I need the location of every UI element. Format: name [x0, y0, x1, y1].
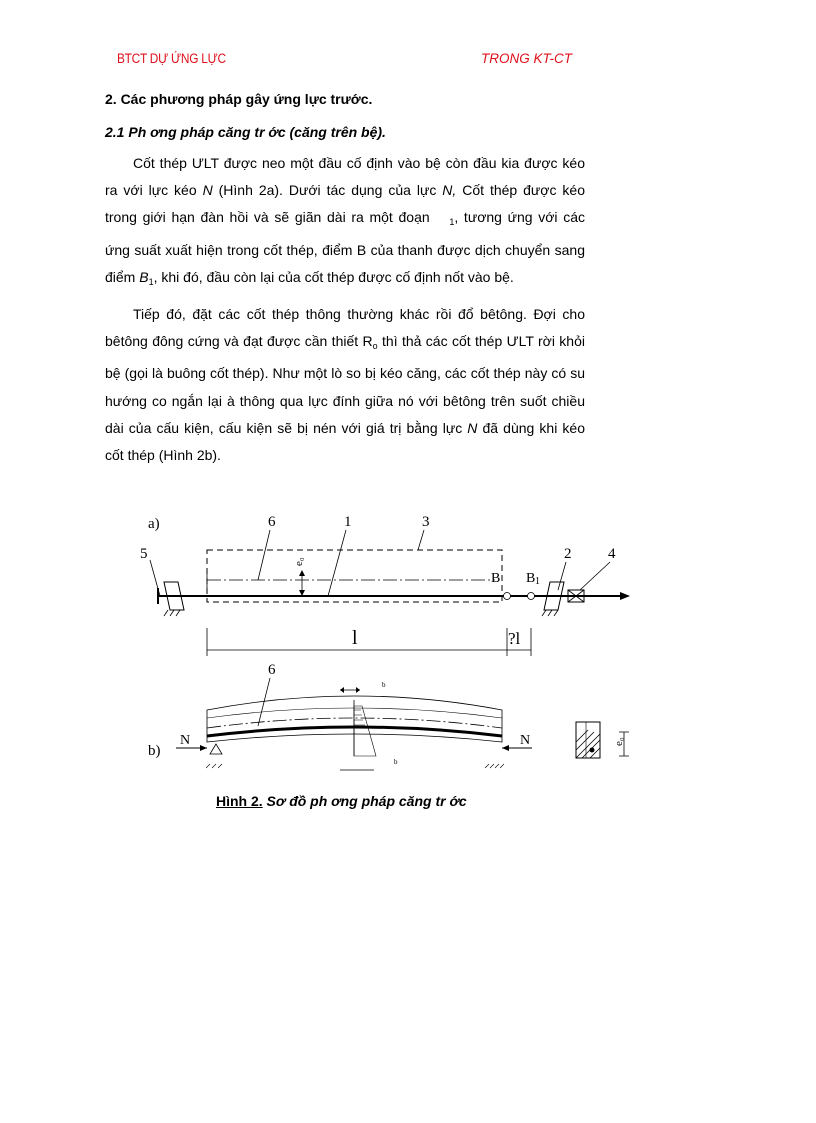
figure-caption — [216, 793, 467, 809]
cross-section-hatch — [576, 730, 600, 758]
callout-6-bottom: 6 — [268, 662, 276, 678]
p1-text-d: , tương ứng với các ứng suất xuất hiện trong cốt thép, điểm B của thanh được dịch chuyển sang điểm — [105, 209, 586, 285]
cross-section-inner — [586, 722, 600, 758]
label-b: b) — [148, 743, 161, 759]
caption-label: Hình 2. — [216, 793, 263, 809]
callout-2: 2 — [564, 546, 572, 562]
p1-force-n: N — [202, 182, 213, 199]
stress-block — [354, 706, 376, 756]
member-top-face — [207, 708, 502, 718]
p1-text-a: Cốt thép ƯLT được neo một đầu cố định vào bệ còn đầu kia được kéo ra với lực kéo — [105, 155, 585, 199]
force-left-n: N — [180, 733, 191, 748]
dim-arrow-1 — [340, 687, 344, 693]
p1-force-n2: N, — [442, 182, 457, 199]
force-left-arrow — [200, 745, 207, 751]
cross-section-tendon — [590, 748, 595, 753]
left-support-hatch — [206, 764, 222, 768]
body-text — [105, 150, 585, 469]
point-b1-sub: 1 — [535, 576, 540, 587]
p1-delta-sub: 1 — [449, 217, 455, 228]
cross-section — [576, 722, 600, 758]
force-right-arrow — [502, 745, 509, 751]
left-ground-hatch — [164, 610, 180, 616]
right-support-hatch — [485, 764, 504, 768]
point-b1-marker — [528, 593, 535, 600]
p1-text-c: Cốt thép được kéo trong giới hạn đàn hồi và sẽ giãn dài ra một đoạn — [105, 182, 585, 226]
p1-text-e: , khi đó, đầu còn lại của cốt thép được cố định nốt vào bệ. — [153, 268, 514, 285]
p2-text-c: đã dùng khi kéo cốt thép (Hình 2b). — [105, 419, 585, 464]
leader-3 — [418, 530, 424, 550]
dim-elongation: ?l — [508, 629, 521, 648]
ecc-arrow-a-top — [299, 570, 305, 576]
point-b-marker — [504, 593, 511, 600]
stress-hatch — [354, 710, 365, 725]
left-support — [210, 744, 222, 754]
label-a: a) — [148, 516, 160, 532]
p1-point-b-sub: 1 — [148, 276, 154, 287]
dim-length-l: l — [352, 627, 358, 649]
callout-5: 5 — [140, 546, 148, 562]
paragraph-1 — [105, 150, 585, 296]
force-right-n: N — [520, 733, 531, 748]
p1-point-b: B — [139, 268, 149, 285]
tension-arrow — [620, 592, 630, 600]
ecc-label-a: e₀ — [293, 557, 305, 566]
stress-label-top: b — [382, 681, 386, 689]
callout-3: 3 — [422, 514, 430, 530]
point-b: B — [491, 571, 501, 586]
section-subheading: 2.1 Ph ơng pháp căng tr ớc (căng trên bệ). — [105, 124, 386, 140]
leader-6 — [258, 530, 270, 580]
bed-outline — [207, 550, 502, 602]
p2-force-n: N — [467, 419, 478, 436]
p2-text-a: Tiếp đó, đặt các cốt thép thông thường khác rồi đổ bêtông. Đợi cho bêtông đông cứng và đạt được cần thiết R — [105, 306, 585, 350]
header-right-title: TRONG KT-CT — [481, 51, 572, 66]
caption-text: Sơ đồ ph ơng pháp căng tr ớc — [262, 793, 467, 809]
leader-2 — [558, 562, 566, 590]
leader-1 — [328, 530, 346, 596]
header-left-title: BTCT DỰ ỨNG LỰC — [117, 51, 226, 66]
section-heading: 2. Các phương pháp gây ứng lực trước. — [105, 91, 373, 107]
p2-ro-sub: o — [372, 341, 378, 352]
callout-1: 1 — [344, 514, 352, 530]
cambered-member — [207, 696, 502, 742]
callout-6-top: 6 — [268, 514, 276, 530]
point-b1: B — [526, 571, 536, 586]
leader-4 — [580, 562, 610, 590]
p2-text-b: thì thả các cốt thép ƯLT rời khỏi bệ (gọi là buông cốt thép). Như một lò so bị kéo căng, các cốt thép này có su hướng co ngắn lại à thông qua lực đính giữa nó với bêtông trên suốt chiều dài của cấu kiện, cấu kiện sẽ bị nén với giá trị bằng lực — [105, 333, 585, 436]
tendon-curve — [207, 727, 502, 736]
paragraph-2 — [105, 301, 585, 469]
dim-arrow-2 — [356, 687, 360, 693]
p1-text-b: (Hình 2a). Dưới tác dụng của lực — [212, 182, 443, 199]
callout-4: 4 — [608, 546, 616, 562]
pretension-diagram — [140, 510, 640, 780]
ecc-label-b: e₀ — [613, 737, 625, 746]
stress-label-bottom: b — [394, 758, 398, 766]
right-ground-hatch — [542, 610, 558, 616]
